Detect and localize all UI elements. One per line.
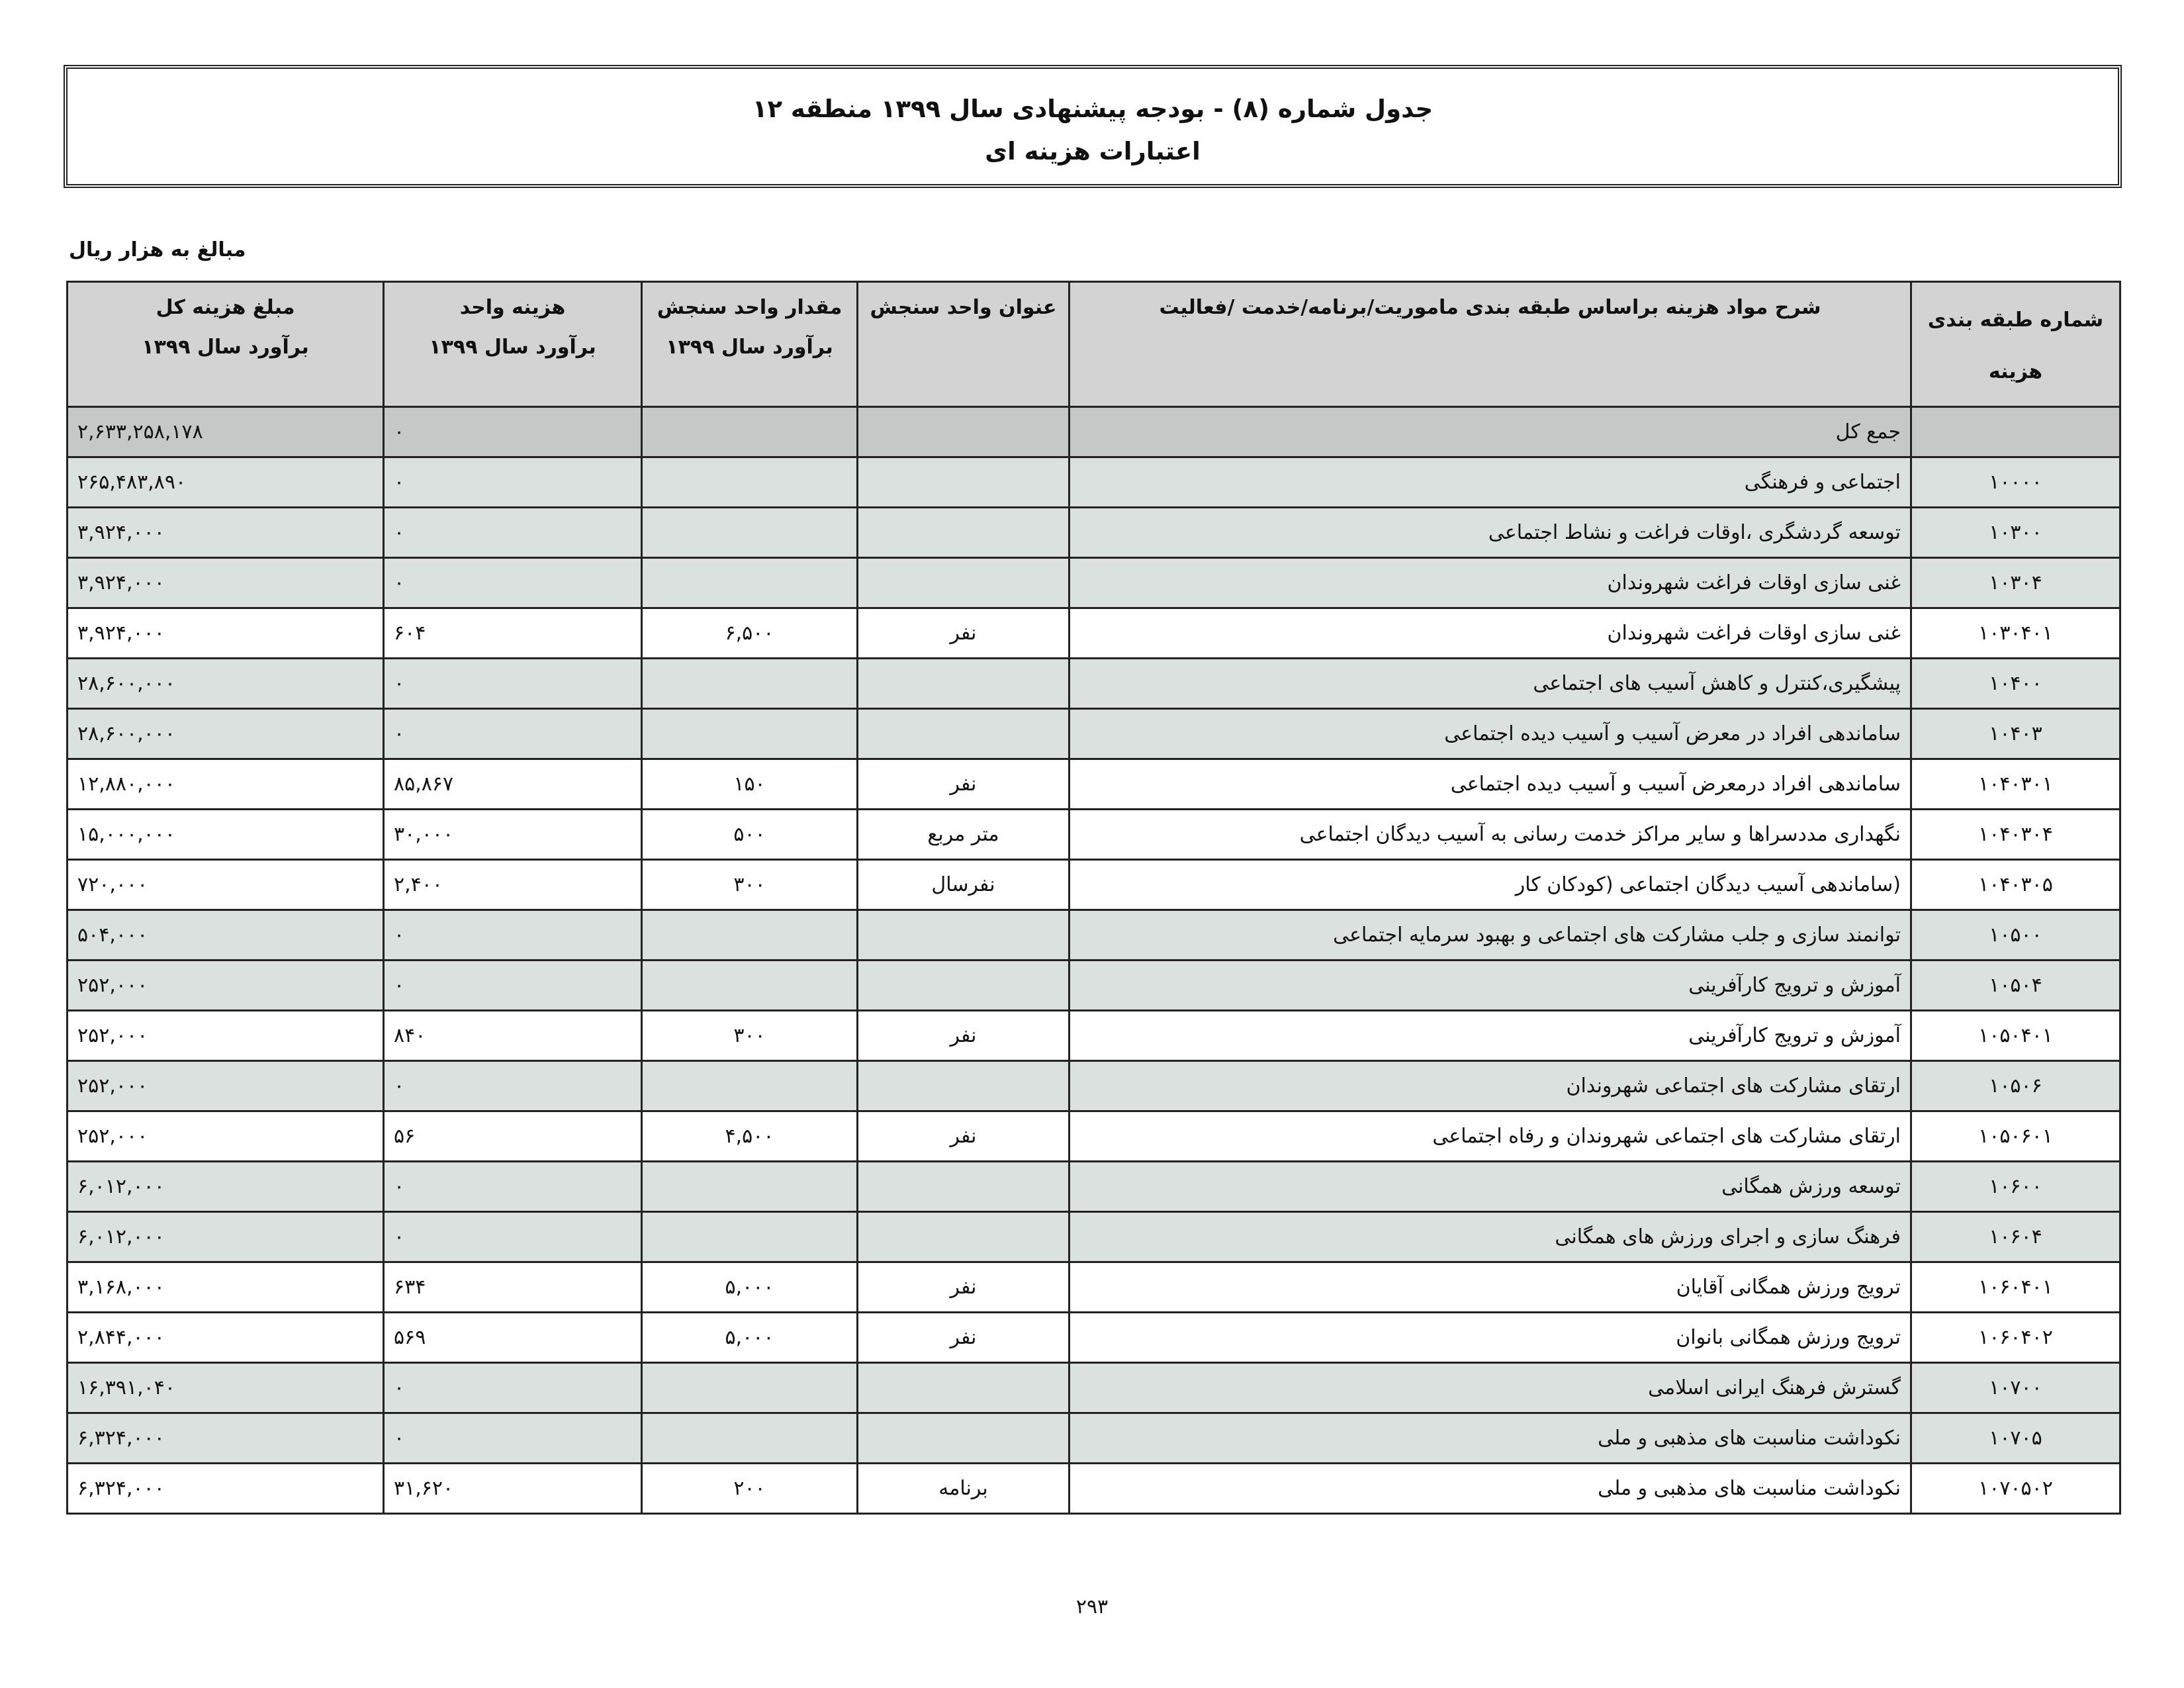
cell-quantity: ۵,۰۰۰ xyxy=(642,1313,858,1363)
cell-description: آموزش و ترویج کارآفرینی xyxy=(1069,961,1911,1011)
cell-quantity: ۳۰۰ xyxy=(642,860,858,910)
cell-unit-title: نفر xyxy=(858,1262,1069,1313)
cell-unit-title xyxy=(858,961,1069,1011)
cell-code: ۱۰۴۰۳۰۱ xyxy=(1911,759,2120,810)
cell-description: نکوداشت مناسبت های مذهبی و ملی xyxy=(1069,1464,1911,1514)
cell-quantity: ۵,۰۰۰ xyxy=(642,1262,858,1313)
table-row xyxy=(68,1212,2120,1262)
cell-description: جمع کل xyxy=(1069,407,1911,457)
cell-code: ۱۰۷۰۵ xyxy=(1911,1413,2120,1464)
cell-total: ۲۵۲,۰۰۰ xyxy=(68,961,384,1011)
cell-unit-title: برنامه xyxy=(858,1464,1069,1514)
page-title: جدول شماره (۸) - بودجه پیشنهادی سال ۱۳۹۹ منطقه ۱۲ xyxy=(752,95,1433,123)
cell-unit-cost: ۵۶۹ xyxy=(384,1313,642,1363)
cell-description: نگهداری مددسراها و سایر مراکز خدمت رسانی به آسیب دیدگان اجتماعی xyxy=(1069,810,1911,860)
cell-unit-cost: ۰ xyxy=(384,457,642,508)
cell-total: ۶,۰۱۲,۰۰۰ xyxy=(68,1212,384,1262)
cell-unit-title: نفرسال xyxy=(858,860,1069,910)
cell-unit-cost: ۰ xyxy=(384,1413,642,1464)
column-header-quantity xyxy=(642,282,858,407)
cell-unit-title xyxy=(858,709,1069,759)
cell-unit-title: نفر xyxy=(858,608,1069,659)
column-header-unit-title-line1: عنوان واحد سنجش xyxy=(870,296,1057,319)
cell-total: ۳,۹۲۴,۰۰۰ xyxy=(68,508,384,558)
cell-total: ۲,۸۴۴,۰۰۰ xyxy=(68,1313,384,1363)
cell-description: ارتقای مشارکت های اجتماعی شهروندان xyxy=(1069,1061,1911,1111)
cell-code: ۱۰۳۰۴ xyxy=(1911,558,2120,608)
table-row xyxy=(68,759,2120,810)
table-row xyxy=(68,860,2120,910)
cell-unit-title: نفر xyxy=(858,1011,1069,1061)
cell-total: ۲۸,۶۰۰,۰۰۰ xyxy=(68,659,384,709)
cell-quantity xyxy=(642,1413,858,1464)
cell-unit-cost: ۰ xyxy=(384,659,642,709)
cell-unit-cost: ۶۰۴ xyxy=(384,608,642,659)
cell-code: ۱۰۷۰۰ xyxy=(1911,1363,2120,1413)
cell-total: ۶,۳۲۴,۰۰۰ xyxy=(68,1413,384,1464)
cell-description: اجتماعی و فرهنگی xyxy=(1069,457,1911,508)
cell-quantity xyxy=(642,1212,858,1262)
table-row xyxy=(68,508,2120,558)
cell-unit-cost: ۸۵,۸۶۷ xyxy=(384,759,642,810)
cell-description: غنی سازی اوقات فراغت شهروندان xyxy=(1069,608,1911,659)
cell-unit-title xyxy=(858,1162,1069,1212)
cell-unit-cost: ۵۶ xyxy=(384,1111,642,1162)
column-header-code-line2: هزینه xyxy=(1988,360,2043,383)
cell-code: ۱۰۶۰۴۰۲ xyxy=(1911,1313,2120,1363)
cell-total: ۲۵۲,۰۰۰ xyxy=(68,1111,384,1162)
cell-total: ۳,۱۶۸,۰۰۰ xyxy=(68,1262,384,1313)
cell-unit-title: نفر xyxy=(858,759,1069,810)
cell-unit-title xyxy=(858,1363,1069,1413)
cell-description: غنی سازی اوقات فراغت شهروندان xyxy=(1069,558,1911,608)
cell-code: ۱۰۴۰۰ xyxy=(1911,659,2120,709)
cell-unit-cost: ۰ xyxy=(384,407,642,457)
cell-total: ۱۵,۰۰۰,۰۰۰ xyxy=(68,810,384,860)
cell-total: ۱۶,۳۹۱,۰۴۰ xyxy=(68,1363,384,1413)
cell-description: نکوداشت مناسبت های مذهبی و ملی xyxy=(1069,1413,1911,1464)
cell-unit-title: نفر xyxy=(858,1111,1069,1162)
cell-unit-cost: ۳۱,۶۲۰ xyxy=(384,1464,642,1514)
cell-total: ۲۵۲,۰۰۰ xyxy=(68,1011,384,1061)
column-header-total xyxy=(68,282,384,407)
cell-unit-cost: ۰ xyxy=(384,709,642,759)
cell-total: ۱۲,۸۸۰,۰۰۰ xyxy=(68,759,384,810)
cell-description: فرهنگ سازی و اجرای ورزش های همگانی xyxy=(1069,1212,1911,1262)
cell-code: ۱۰۷۰۵۰۲ xyxy=(1911,1464,2120,1514)
cell-unit-title: متر مربع xyxy=(858,810,1069,860)
cell-code: ۱۰۵۰۴۰۱ xyxy=(1911,1011,2120,1061)
cell-quantity xyxy=(642,961,858,1011)
column-header-total-line2: برآورد سال ۱۳۹۹ xyxy=(142,336,309,359)
cell-unit-cost: ۰ xyxy=(384,1061,642,1111)
cell-unit-title xyxy=(858,457,1069,508)
column-header-unit-cost-line1: هزینه واحد xyxy=(459,296,566,319)
table-row xyxy=(68,1313,2120,1363)
cell-unit-cost: ۳۰,۰۰۰ xyxy=(384,810,642,860)
table-body xyxy=(68,407,2120,1514)
cell-code: ۱۰۶۰۴ xyxy=(1911,1212,2120,1262)
table-row xyxy=(68,1162,2120,1212)
cell-unit-cost: ۰ xyxy=(384,910,642,961)
column-header-unit-cost-line2: برآورد سال ۱۳۹۹ xyxy=(429,336,596,359)
cell-quantity xyxy=(642,558,858,608)
table-row xyxy=(68,1011,2120,1061)
cell-quantity xyxy=(642,508,858,558)
cell-total: ۷۲۰,۰۰۰ xyxy=(68,860,384,910)
cell-description: گسترش فرهنگ ایرانی اسلامی xyxy=(1069,1363,1911,1413)
cell-description: پیشگیری،کنترل و کاهش آسیب های اجتماعی xyxy=(1069,659,1911,709)
column-header-quantity-line1: مقدار واحد سنجش xyxy=(657,296,842,319)
cell-code: ۱۰۶۰۴۰۱ xyxy=(1911,1262,2120,1313)
cell-description: آموزش و ترویج کارآفرینی xyxy=(1069,1011,1911,1061)
cell-quantity xyxy=(642,1061,858,1111)
column-header-description xyxy=(1069,282,1911,407)
cell-unit-title xyxy=(858,1061,1069,1111)
column-header-quantity-line2: برآورد سال ۱۳۹۹ xyxy=(666,336,833,359)
cell-quantity xyxy=(642,659,858,709)
grand-total-row xyxy=(68,407,2120,457)
cell-unit-cost: ۰ xyxy=(384,1212,642,1262)
cell-unit-cost: ۰ xyxy=(384,508,642,558)
cell-unit-cost: ۰ xyxy=(384,961,642,1011)
cell-quantity: ۴,۵۰۰ xyxy=(642,1111,858,1162)
column-header-unit-cost xyxy=(384,282,642,407)
table-row xyxy=(68,910,2120,961)
cell-unit-title xyxy=(858,1413,1069,1464)
cell-quantity: ۱۵۰ xyxy=(642,759,858,810)
page-number: ۲۹۳ xyxy=(1075,1595,1109,1618)
cell-description: ارتقای مشارکت های اجتماعی شهروندان و رفاه اجتماعی xyxy=(1069,1111,1911,1162)
column-header-total-line1: مبلغ هزینه کل xyxy=(156,296,295,319)
cell-total: ۶,۳۲۴,۰۰۰ xyxy=(68,1464,384,1514)
table-row xyxy=(68,659,2120,709)
cell-quantity xyxy=(642,1162,858,1212)
cell-code: ۱۰۳۰۰ xyxy=(1911,508,2120,558)
column-header-code-line1: شماره طبقه بندی xyxy=(1927,308,2104,332)
cell-code: ۱۰۳۰۴۰۱ xyxy=(1911,608,2120,659)
cell-code: ۱۰۴۰۳ xyxy=(1911,709,2120,759)
cell-quantity xyxy=(642,457,858,508)
cell-total: ۵۰۴,۰۰۰ xyxy=(68,910,384,961)
cell-unit-cost: ۶۳۴ xyxy=(384,1262,642,1313)
table-row xyxy=(68,608,2120,659)
cell-quantity xyxy=(642,709,858,759)
cell-description: ترویج ورزش همگانی بانوان xyxy=(1069,1313,1911,1363)
cell-unit-cost: ۰ xyxy=(384,1162,642,1212)
cell-description: ساماندهی افراد درمعرض آسیب و آسیب دیده اجتماعی xyxy=(1069,759,1911,810)
title-box xyxy=(64,65,2122,188)
cell-unit-title xyxy=(858,659,1069,709)
table-row xyxy=(68,558,2120,608)
cell-unit-cost: ۰ xyxy=(384,1363,642,1413)
cell-unit-title xyxy=(858,407,1069,457)
cell-quantity: ۶,۵۰۰ xyxy=(642,608,858,659)
cell-unit-title xyxy=(858,1212,1069,1262)
cell-description: توانمند سازی و جلب مشارکت های اجتماعی و بهبود سرمایه اجتماعی xyxy=(1069,910,1911,961)
page-subtitle: اعتبارات هزینه ای xyxy=(985,137,1201,165)
cell-unit-cost: ۰ xyxy=(384,558,642,608)
cell-code: ۱۰۵۰۶ xyxy=(1911,1061,2120,1111)
table-row xyxy=(68,1413,2120,1464)
table-row xyxy=(68,1111,2120,1162)
table-row xyxy=(68,1262,2120,1313)
table-row xyxy=(68,961,2120,1011)
column-header-code xyxy=(1911,282,2120,407)
cell-code: ۱۰۵۰۴ xyxy=(1911,961,2120,1011)
cell-code: ۱۰۶۰۰ xyxy=(1911,1162,2120,1212)
cell-quantity xyxy=(642,407,858,457)
currency-unit-note: مبالغ به هزار ریال xyxy=(69,238,246,261)
cell-quantity xyxy=(642,1363,858,1413)
table-header-row xyxy=(68,282,2120,407)
column-header-description-line1: شرح مواد هزینه براساس طبقه بندی ماموریت/برنامه/خدمت /فعالیت xyxy=(1159,296,1821,319)
budget-table xyxy=(66,281,2121,1515)
cell-total: ۲۶۵,۴۸۳,۸۹۰ xyxy=(68,457,384,508)
table-row xyxy=(68,1464,2120,1514)
cell-unit-cost: ۲,۴۰۰ xyxy=(384,860,642,910)
cell-code: ۱۰۵۰۶۰۱ xyxy=(1911,1111,2120,1162)
cell-description: توسعه گردشگری ،اوقات فراغت و نشاط اجتماعی xyxy=(1069,508,1911,558)
cell-code: ۱۰۵۰۰ xyxy=(1911,910,2120,961)
table-row xyxy=(68,810,2120,860)
cell-unit-title: نفر xyxy=(858,1313,1069,1363)
cell-quantity: ۳۰۰ xyxy=(642,1011,858,1061)
table-row xyxy=(68,1061,2120,1111)
column-header-unit-title xyxy=(858,282,1069,407)
cell-unit-title xyxy=(858,910,1069,961)
table-row xyxy=(68,709,2120,759)
cell-quantity: ۵۰۰ xyxy=(642,810,858,860)
cell-total: ۲,۶۳۳,۲۵۸,۱۷۸ xyxy=(68,407,384,457)
cell-total: ۲۵۲,۰۰۰ xyxy=(68,1061,384,1111)
cell-unit-cost: ۸۴۰ xyxy=(384,1011,642,1061)
cell-total: ۳,۹۲۴,۰۰۰ xyxy=(68,608,384,659)
cell-unit-title xyxy=(858,558,1069,608)
cell-description: ترویج ورزش همگانی آقایان xyxy=(1069,1262,1911,1313)
cell-description: ساماندهی افراد در معرض آسیب و آسیب دیده اجتماعی xyxy=(1069,709,1911,759)
cell-code: ۱۰۴۰۳۰۴ xyxy=(1911,810,2120,860)
table-row xyxy=(68,1363,2120,1413)
cell-quantity: ۲۰۰ xyxy=(642,1464,858,1514)
cell-unit-title xyxy=(858,508,1069,558)
cell-code: ۱۰۴۰۳۰۵ xyxy=(1911,860,2120,910)
cell-quantity xyxy=(642,910,858,961)
table-row xyxy=(68,457,2120,508)
cell-code: ۱۰۰۰۰ xyxy=(1911,457,2120,508)
cell-total: ۳,۹۲۴,۰۰۰ xyxy=(68,558,384,608)
cell-description: (ساماندهی آسیب دیدگان اجتماعی (کودکان کار xyxy=(1069,860,1911,910)
cell-total: ۶,۰۱۲,۰۰۰ xyxy=(68,1162,384,1212)
cell-description: توسعه ورزش همگانی xyxy=(1069,1162,1911,1212)
cell-total: ۲۸,۶۰۰,۰۰۰ xyxy=(68,709,384,759)
cell-code xyxy=(1911,407,2120,457)
